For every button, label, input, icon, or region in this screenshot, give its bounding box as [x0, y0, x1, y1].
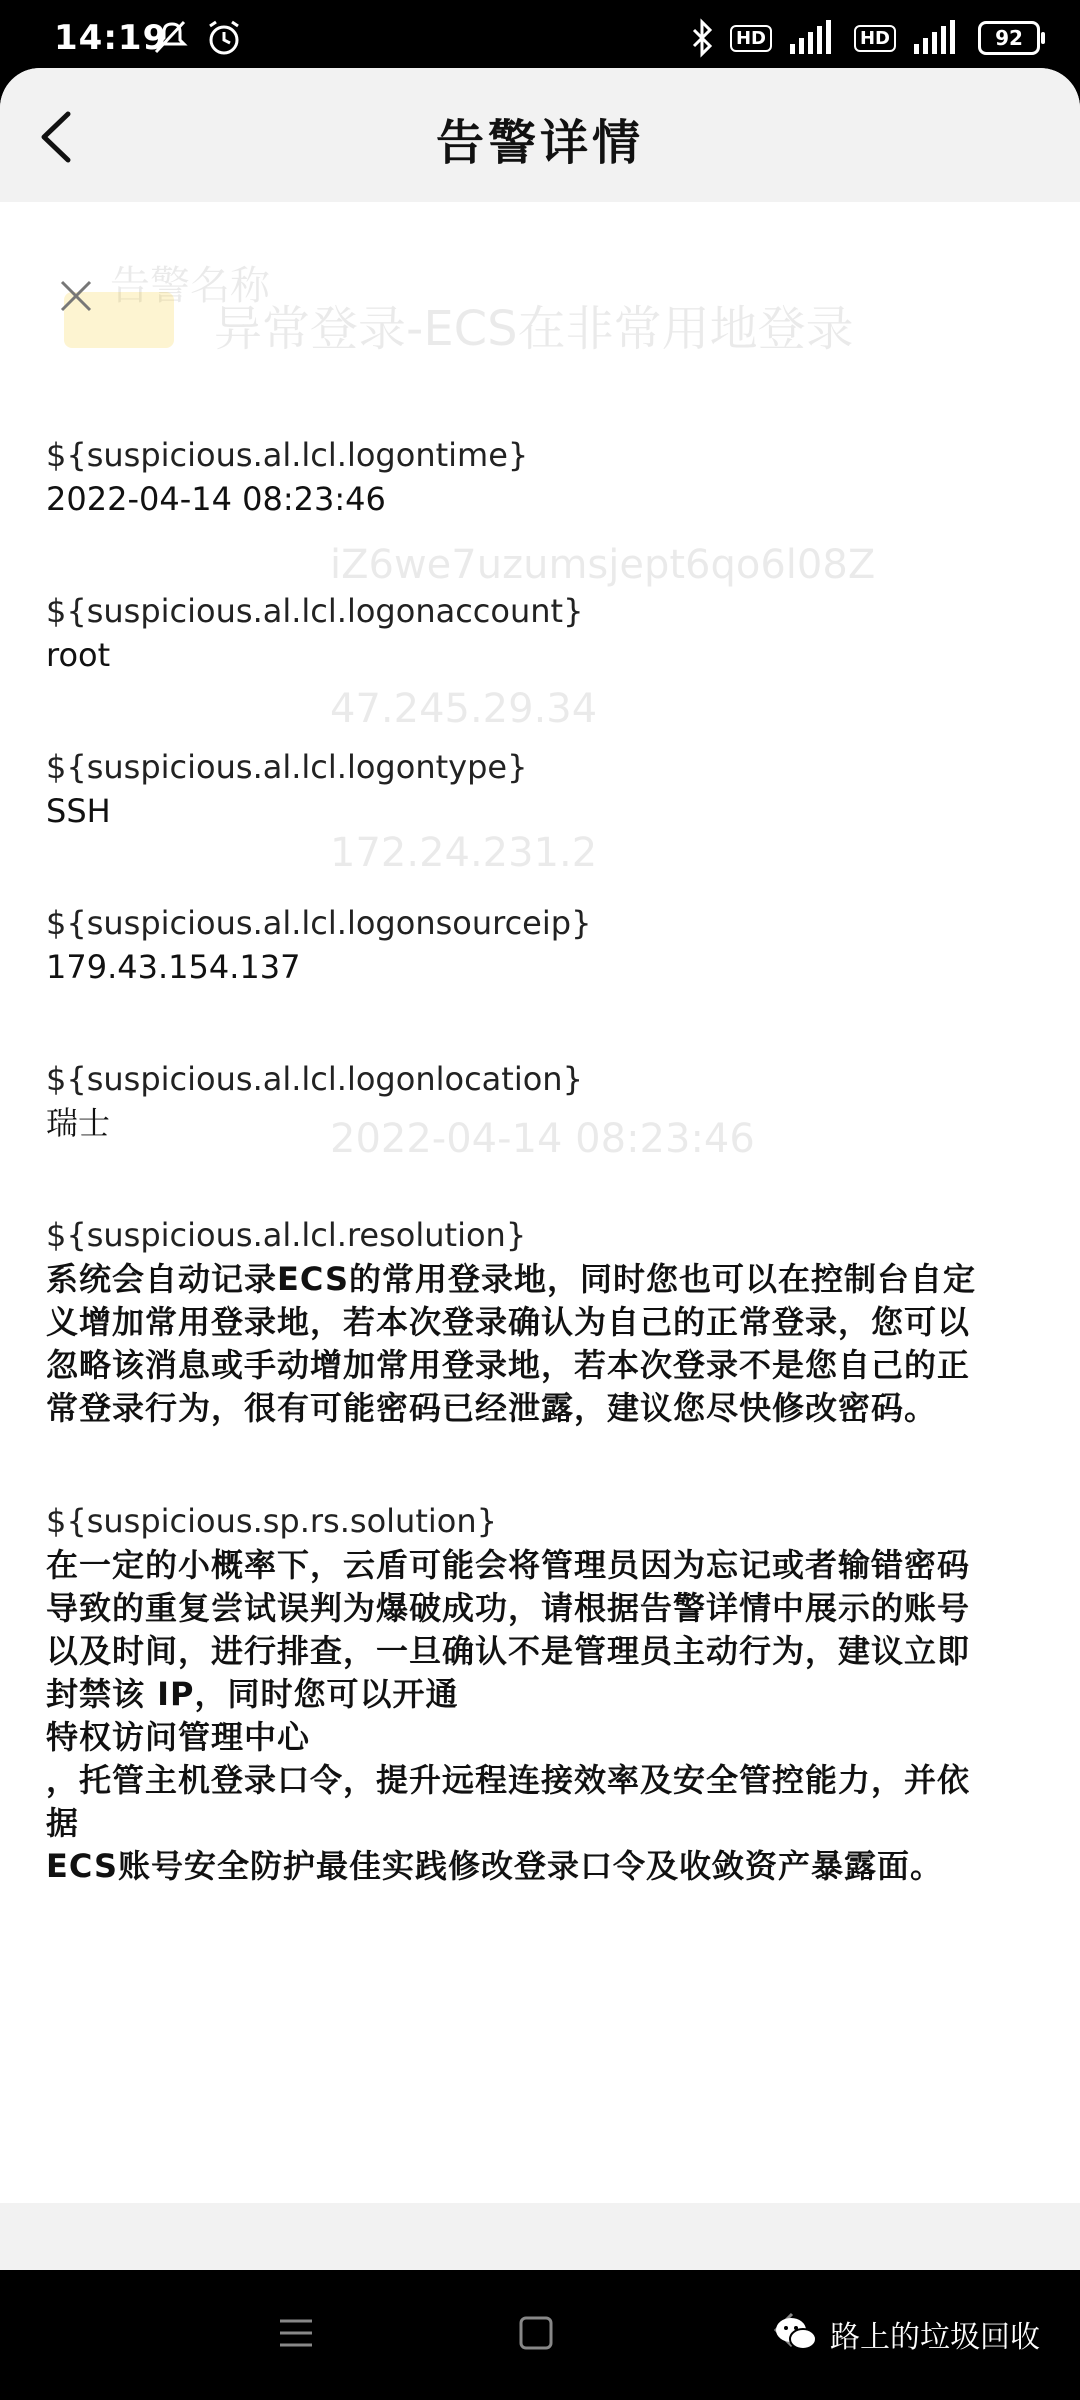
solution-line: ，托管主机登录口令，提升远程连接效率及安全管控能力，并依 [46, 1761, 971, 1799]
watermark [774, 2312, 1040, 2356]
field-logontype [46, 746, 1036, 832]
resolution-text [46, 1258, 1036, 1430]
field-key: ${suspicious.al.lcl.resolution} [46, 1216, 527, 1254]
top-bar [0, 68, 1080, 202]
field-value: root [46, 636, 111, 674]
field-logonaccount [46, 590, 1036, 676]
hd-badge: HD [730, 25, 772, 52]
bg-private-ip: 172.24.231.2 [330, 830, 598, 876]
field-key: ${suspicious.al.lcl.logonlocation} [46, 1060, 583, 1098]
solution-line: 导致的重复尝试误判为爆破成功，请根据告警详情中展示的账号 [46, 1589, 971, 1627]
hd-badge-2: HD [854, 25, 896, 52]
bg-asset-value: iZ6we7uzumsjept6qo6l08Z [330, 542, 876, 588]
battery-level: 92 [995, 26, 1023, 50]
best-practice-link[interactable]: ECS账号安全防护最佳实践修改登录口令及收敛资产暴露面。 [46, 1847, 943, 1885]
resolution-line: 忽略该消息或手动增加常用登录地，若本次登录不是您自己的正 [46, 1346, 971, 1384]
field-solution [46, 1500, 1036, 1888]
bg-time: 2022-04-14 08:23:46 [330, 1116, 755, 1162]
field-logontime [46, 434, 1036, 520]
field-key: ${suspicious.al.lcl.logonaccount} [46, 592, 584, 630]
wechat-icon [774, 2314, 818, 2354]
bottom-gray-bar [0, 2203, 1080, 2270]
field-value: 瑞士 [46, 1104, 111, 1142]
menu-icon[interactable] [278, 2315, 314, 2351]
solution-line: 封禁该 IP，同时您可以开通 [46, 1675, 459, 1713]
solution-line: 以及时间，进行排查，一旦确认不是管理员主动行为，建议立即 [46, 1632, 971, 1670]
signal-icon [786, 20, 840, 56]
field-logonlocation [46, 1058, 1036, 1144]
field-key: ${suspicious.al.lcl.logontype} [46, 748, 528, 786]
field-key: ${suspicious.al.lcl.logonsourceip} [46, 904, 592, 942]
app-screen [0, 68, 1080, 2270]
resolution-line: 系统会自动记录ECS的常用登录地，同时您也可以在控制台自定 [46, 1260, 976, 1298]
close-icon[interactable] [56, 276, 96, 316]
pam-link[interactable]: 特权访问管理中心 [46, 1718, 311, 1756]
field-key: ${suspicious.al.lcl.logontime} [46, 436, 529, 474]
field-logonsourceip [46, 902, 1036, 988]
status-time: 14:19 [54, 18, 168, 58]
field-value: SSH [46, 792, 111, 830]
field-value: 179.43.154.137 [46, 948, 301, 986]
page-title: 告警详情 [435, 115, 644, 171]
mute-icon [150, 18, 190, 58]
field-key: ${suspicious.sp.rs.solution} [46, 1502, 497, 1540]
home-icon[interactable] [518, 2315, 554, 2351]
bg-alert-title: 异常登录-ECS在非常用地登录 [214, 301, 854, 357]
field-resolution [46, 1214, 1036, 1430]
watermark-text: 路上的垃圾回收 [830, 2320, 1040, 2355]
resolution-line: 义增加常用登录地，若本次登录确认为自己的正常登录，您可以 [46, 1303, 971, 1341]
bg-public-ip: 47.245.29.34 [330, 686, 598, 732]
resolution-line: 常登录行为，很有可能密码已经泄露，建议您尽快修改密码。 [46, 1389, 938, 1427]
solution-line: 据 [46, 1804, 80, 1842]
alert-detail-content [0, 202, 1080, 2202]
solution-line: 在一定的小概率下，云盾可能会将管理员因为忘记或者输错密码 [46, 1546, 971, 1584]
solution-text [46, 1544, 1036, 1888]
alarm-icon [204, 18, 244, 58]
bluetooth-icon [690, 18, 716, 58]
bg-header-label: 告警名称 [110, 263, 270, 309]
signal-icon-2 [910, 20, 964, 56]
field-value: 2022-04-14 08:23:46 [46, 480, 386, 518]
battery-indicator [978, 21, 1040, 55]
